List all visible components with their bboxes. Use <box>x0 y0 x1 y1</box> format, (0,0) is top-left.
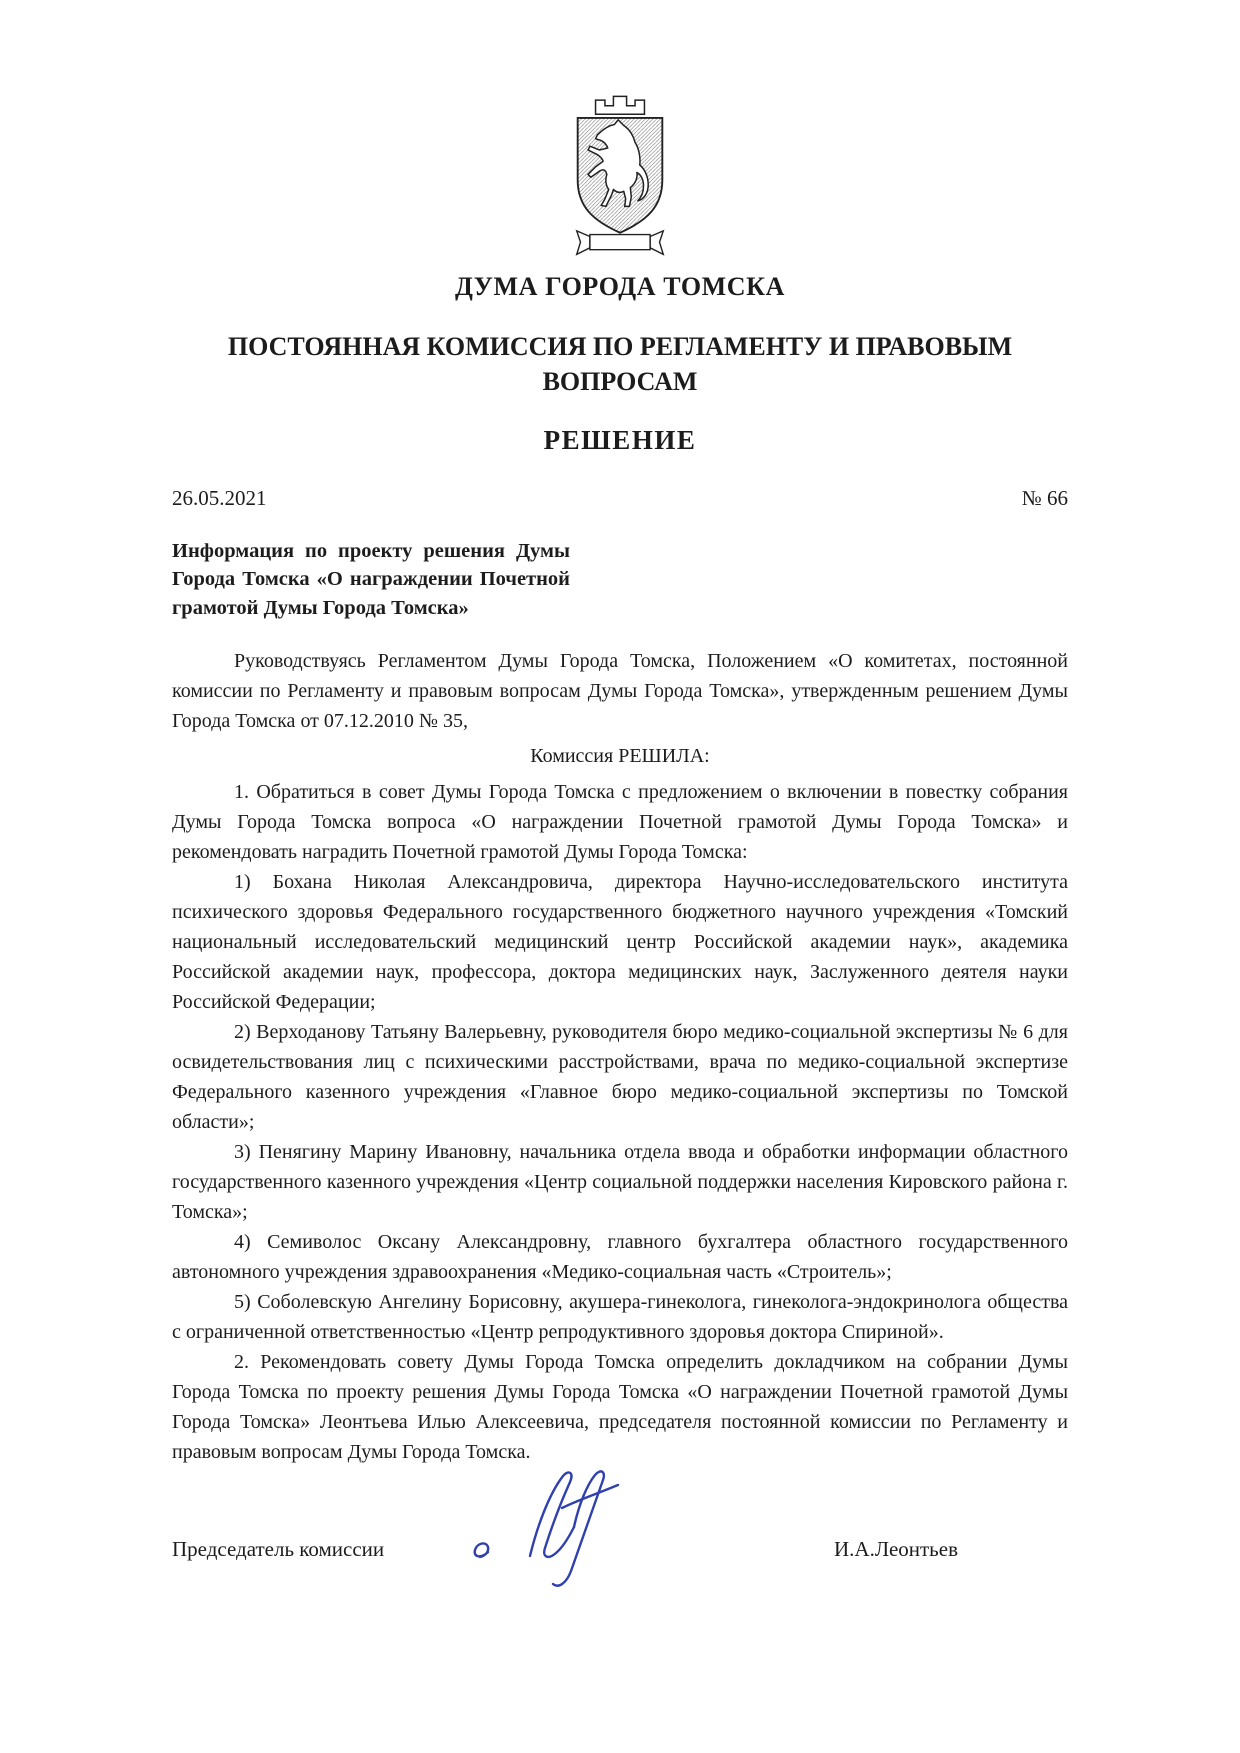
resolution-heading: Комиссия РЕШИЛА: <box>530 745 710 768</box>
body-paragraph: 2) Верходанову Татьяну Валерьевну, руководителя бюро медико-социальной экспертизы № 6 для освидетельствования лиц с психическими расстройствами, врача по медико-социальной экспертизе Федерального казенного учреждения «Главное бюро медико-социальной экспертизы по Томской области»; <box>172 1021 1068 1134</box>
commission-title: ПОСТОЯННАЯ КОМИССИЯ ПО РЕГЛАМЕНТУ И ПРАВОВЫМ ВОПРОСАМ <box>227 332 1013 397</box>
document-type-heading: РЕШЕНИЕ <box>543 425 697 456</box>
document-number: № 66 <box>1021 486 1068 511</box>
signature-title: Председатель комиссии <box>172 1537 385 1562</box>
signature-row <box>172 1537 1068 1562</box>
coat-of-arms-drawing <box>554 86 686 260</box>
body-paragraph: 5) Соболевскую Ангелину Борисовну, акушера-гинеколога, гинеколога-эндокринолога общества с ограниченной ответственностью «Центр репродуктивного здоровья доктора Спириной». <box>172 1291 1068 1344</box>
document-meta-row <box>172 486 1068 511</box>
preamble-paragraph: Руководствуясь Регламентом Думы Города Томска, Положением «О комитетах, постоянной комиссии по Регламенту и правовым вопросам Думы Города Томска», утвержденным решением Думы Города Томска от 07.12.2010 № 35, <box>172 650 1068 733</box>
ribbon-icon <box>577 231 664 255</box>
body-paragraph: 2. Рекомендовать совету Думы Города Томска определить докладчиком на собрании Думы Города Томска по проекту решения Думы Города Томска «О награждении Почетной грамотой Думы Города Томска» Леонтьева Илью Алексеевича, председателя постоянной комиссии по Регламенту и правовым вопросам Думы Города Томска. <box>172 1351 1068 1464</box>
tomsk-coat-of-arms <box>554 86 686 260</box>
body-paragraph: 3) Пенягину Марину Ивановну, начальника отдела ввода и обработки информации областного государственного казенного учреждения «Центр социальной поддержки населения Кировского района г. Томска»; <box>172 1141 1068 1224</box>
signature-ink-strokes <box>475 1471 618 1585</box>
body-paragraph: 4) Семиволос Оксану Александровну, главного бухгалтера областного государственного автономного учреждения здравоохранения «Медико-социальная часть «Строитель»; <box>172 1231 1068 1284</box>
crown-icon <box>596 96 645 114</box>
body-paragraph: 1. Обратиться в совет Думы Города Томска с предложением о включении в повестку собрания Думы Города Томска вопроса «О награждении Почетной грамотой Думы Города Томска» и рекомендовать наградить Почетной грамотой Думы Города Томска: <box>172 781 1068 864</box>
body-paragraph: 1) Бохана Николая Александровича, директора Научно-исследовательского института психического здоровья Федерального государственного бюджетного научного учреждения «Томский национальный исследовательский медицинский центр Российской академии наук», академика Российской академии наук, профессора, доктора медицинских наук, Заслуженного деятеля науки Российской Федерации; <box>172 871 1068 1014</box>
organization-title: ДУМА ГОРОДА ТОМСКА <box>454 272 785 301</box>
document-date: 26.05.2021 <box>172 486 267 511</box>
subject-block: Информация по проекту решения Думы Города Томска «О награждении Почетной грамотой Думы Города Томска» <box>172 540 570 619</box>
signature-name: И.А.Леонтьев <box>834 1537 958 1562</box>
document-body <box>172 646 1068 1467</box>
